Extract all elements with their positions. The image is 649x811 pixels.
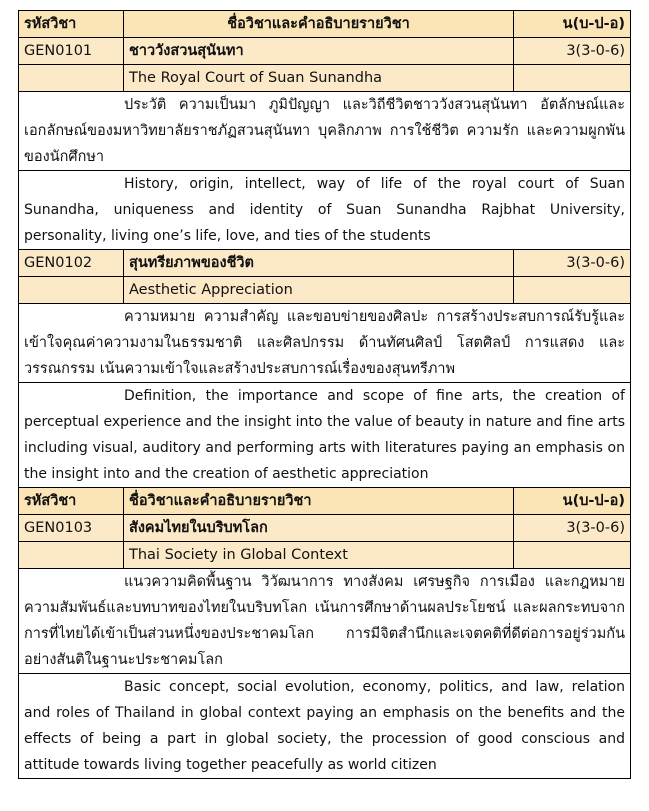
empty-cell [514, 277, 631, 304]
empty-cell [19, 277, 124, 304]
empty-cell [19, 542, 124, 569]
course-desc-th: แนวความคิดพื้นฐาน วิวัฒนาการ ทางสังคม เศรษฐกิจ การเมือง และกฎหมาย ความสัมพันธ์และบทบาทของไทยในบริบทโลก เน้นการศึกษาด้านผลประโยชน์ และผลกระทบจากการที่ไทยได้เข้าเป็นส่วนหนึ่งของประชาคมโลก การมีจิตสำนึกและเจตคติที่ดีต่อการอยู่ร่วมกันอย่างสันติในฐานะประชาคมโลก [19, 569, 631, 674]
course-desc-th-row [19, 304, 631, 383]
course-desc-th-row [19, 92, 631, 171]
course-title-en-row [19, 65, 631, 92]
course-code-row [19, 515, 631, 542]
course-title-en: The Royal Court of Suan Sunandha [124, 65, 514, 92]
course-desc-en: History, origin, intellect, way of life of the royal court of Suan Sunandha, uniqueness and identity of Suan Sunandha Rajbhat University, personality, living one’s life, love, and ties of the students [19, 171, 631, 250]
header-name: ชื่อวิชาและคำอธิบายรายวิชา [124, 11, 514, 38]
course-code-row [19, 250, 631, 277]
course-title-en-row [19, 277, 631, 304]
course-desc-en: Basic concept, social evolution, economy, politics, and law, relation and roles of Thailand in global context paying an emphasis on the benefits and the effects of being a part in global society, the procession of good conscious and attitude towards living together peacefully as world citizen [19, 674, 631, 779]
course-desc-en: Definition, the importance and scope of fine arts, the creation of perceptual experience and the insight into the value of beauty in nature and fine arts including visual, auditory and performing arts with literatures paying an emphasis on the insight into and the creation of aesthetic appreciation [19, 383, 631, 488]
header-code: รหัสวิชา [19, 488, 124, 515]
course-credits: 3(3-0-6) [514, 515, 631, 542]
table-header-row-repeat [19, 488, 631, 515]
course-code: GEN0102 [19, 250, 124, 277]
header-credits: น(บ-ป-อ) [514, 488, 631, 515]
course-title-en-row [19, 542, 631, 569]
empty-cell [19, 65, 124, 92]
table-header-row [19, 11, 631, 38]
course-code-row [19, 38, 631, 65]
course-code: GEN0103 [19, 515, 124, 542]
course-title-th: ชาววังสวนสุนันทา [124, 38, 514, 65]
empty-cell [514, 542, 631, 569]
course-title-en: Aesthetic Appreciation [124, 277, 514, 304]
header-code: รหัสวิชา [19, 11, 124, 38]
header-credits: น(บ-ป-อ) [514, 11, 631, 38]
course-desc-en-row [19, 171, 631, 250]
course-credits: 3(3-0-6) [514, 250, 631, 277]
course-table [18, 10, 631, 779]
empty-cell [514, 65, 631, 92]
course-credits: 3(3-0-6) [514, 38, 631, 65]
course-code: GEN0101 [19, 38, 124, 65]
course-desc-en-row [19, 383, 631, 488]
header-name: ชื่อวิชาและคำอธิบายรายวิชา [124, 488, 514, 515]
course-desc-en-row [19, 674, 631, 779]
course-title-th: สุนทรียภาพของชีวิต [124, 250, 514, 277]
course-title-th: สังคมไทยในบริบทโลก [124, 515, 514, 542]
course-title-en: Thai Society in Global Context [124, 542, 514, 569]
course-desc-th: ประวัติ ความเป็นมา ภูมิปัญญา และวิถีชีวิตชาววังสวนสุนันทา อัตลักษณ์และเอกลักษณ์ของมหาวิทยาลัยราชภัฏสวนสุนันทา บุคลิกภาพ การใช้ชีวิต ความรัก และความผูกพันของนักศึกษา [19, 92, 631, 171]
course-desc-th-row [19, 569, 631, 674]
course-desc-th: ความหมาย ความสำคัญ และขอบข่ายของศิลปะ การสร้างประสบการณ์รับรู้และเข้าใจคุณค่าความงามในธรรมชาติ และศิลปกรรม ด้านทัศนศิลป์ โสตศิลป์ การแสดง และวรรณกรรม เน้นความเข้าใจและสร้างประสบการณ์เรื่องของสุนทรีภาพ [19, 304, 631, 383]
